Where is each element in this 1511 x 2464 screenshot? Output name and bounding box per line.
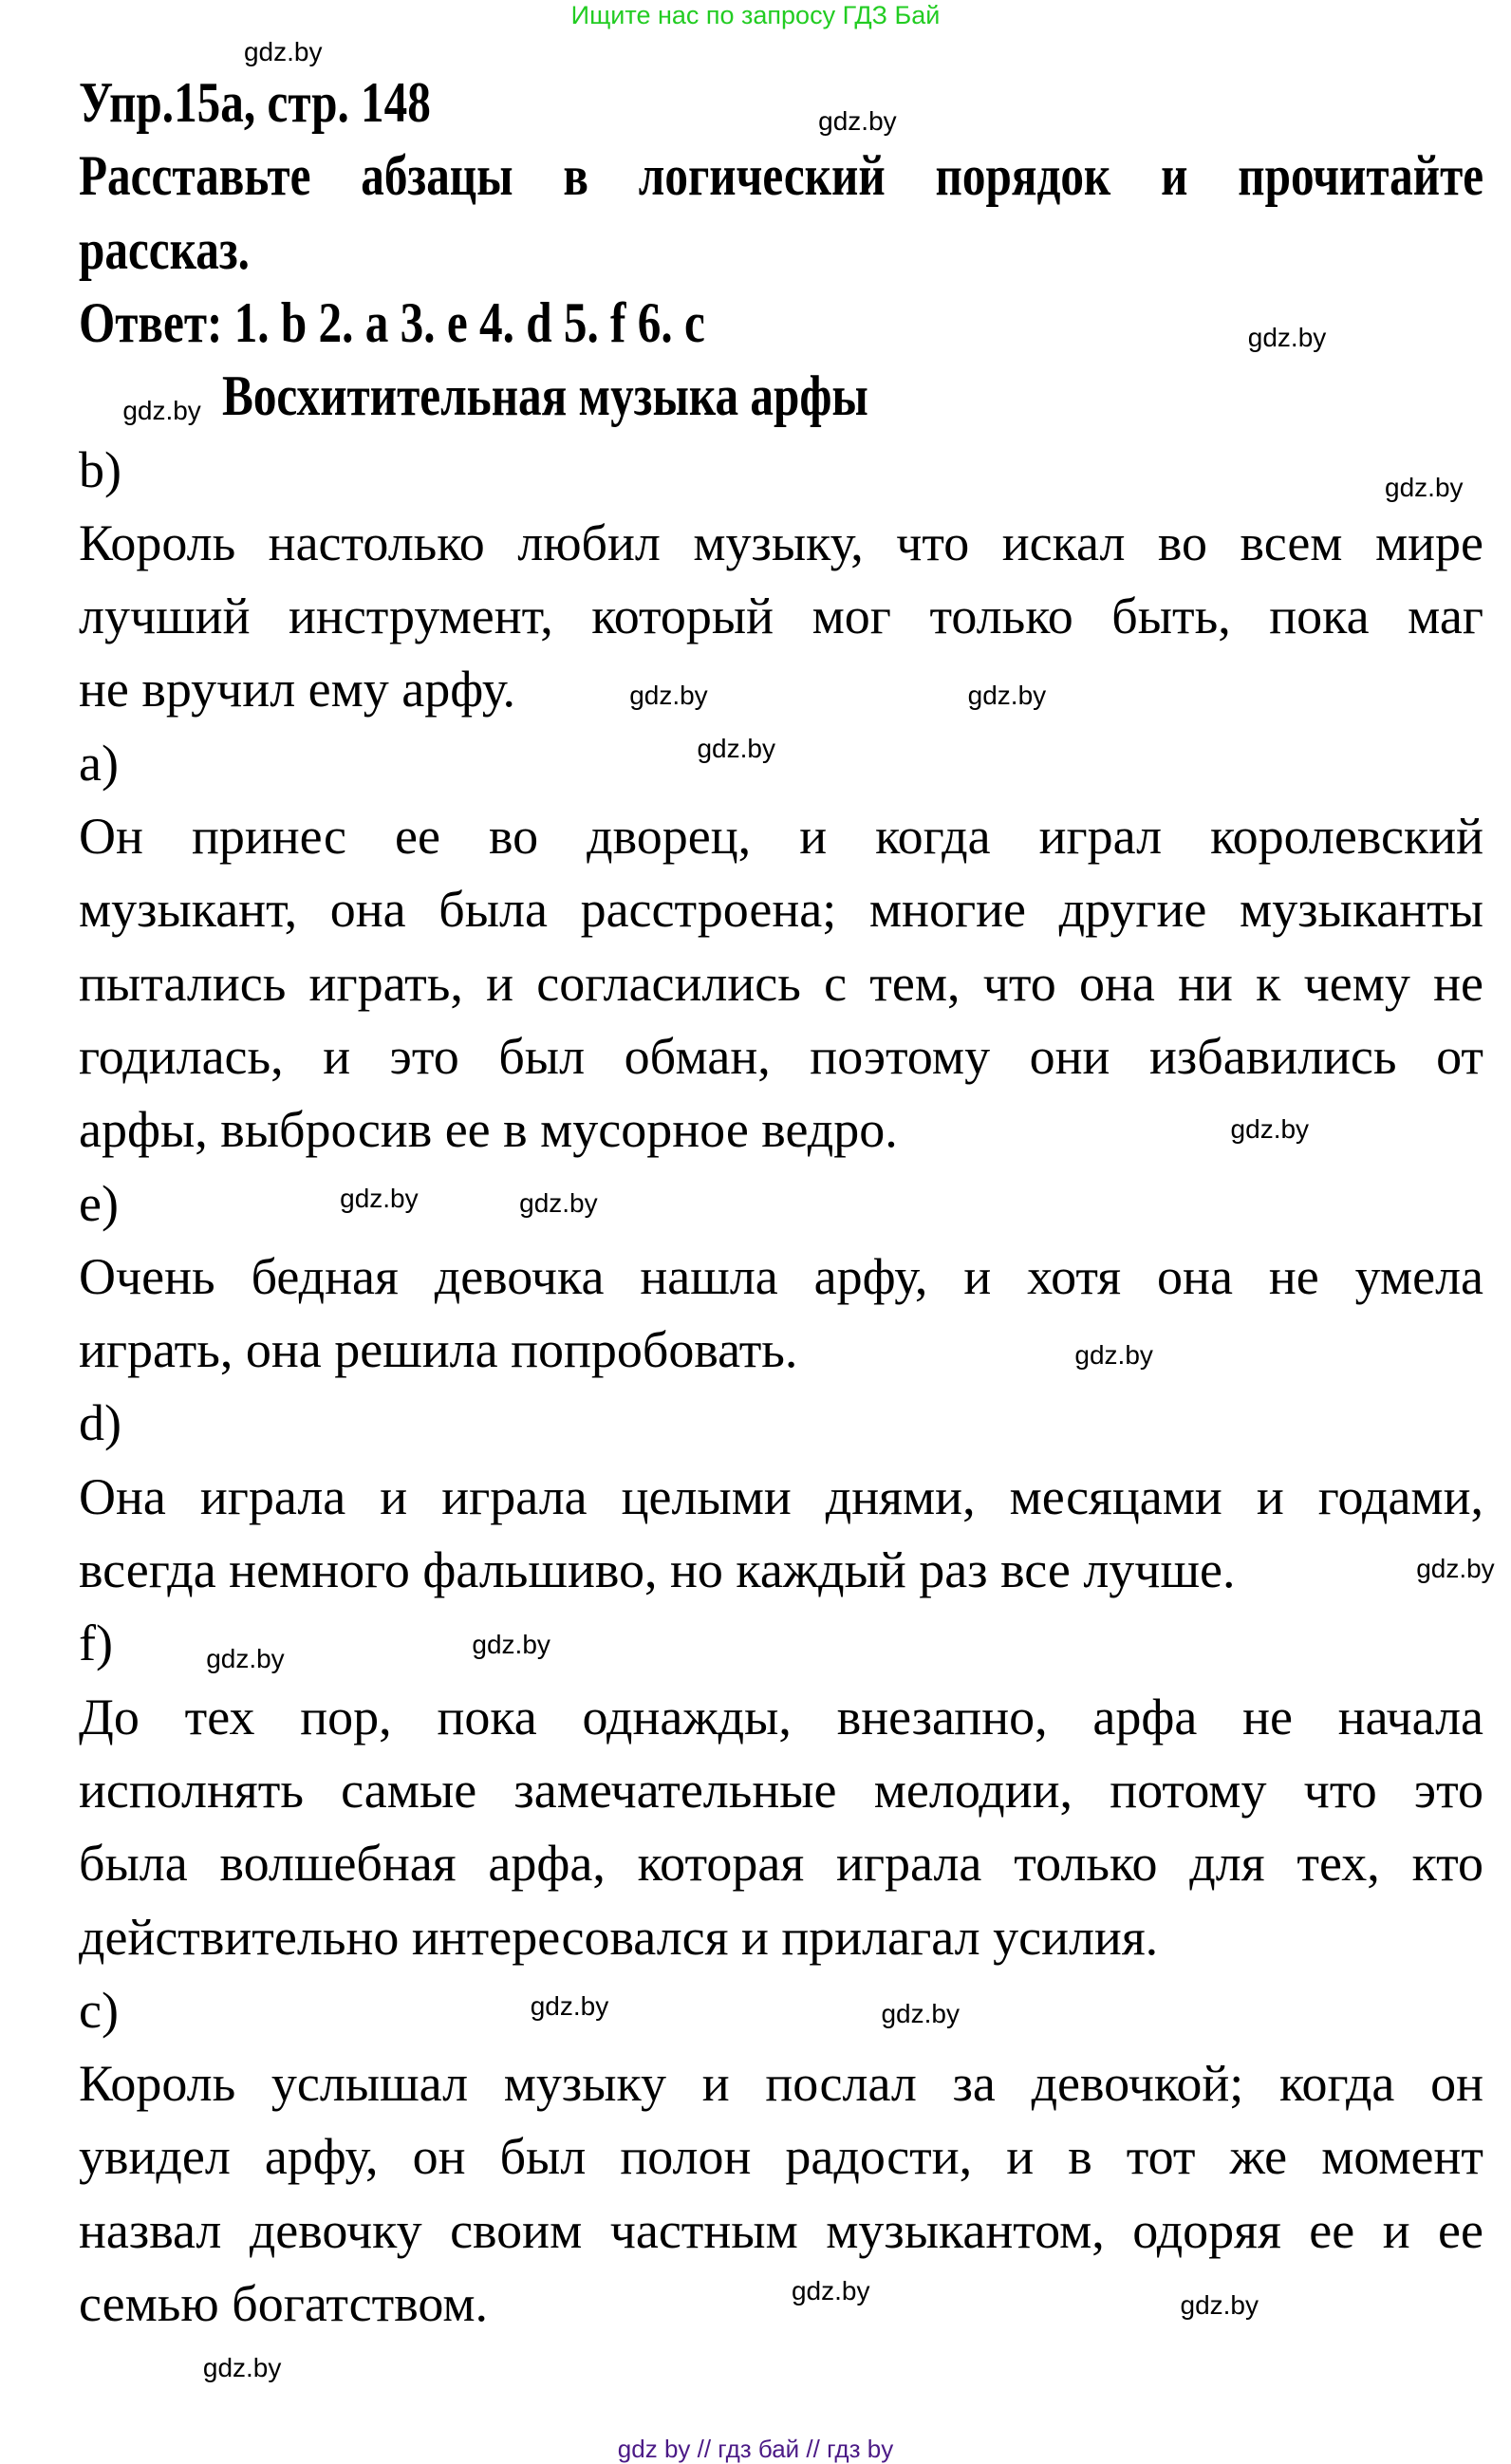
watermark: gdz.by: [1230, 1114, 1310, 1145]
watermark: gdz.by: [818, 105, 897, 136]
watermark: gdz.by: [243, 36, 323, 66]
paragraph-line: годилась, и это был обман, поэтому они избавились от: [79, 1027, 1483, 1085]
paragraph-line: До тех пор, пока однажды, внезапно, арфа не начала: [79, 1688, 1483, 1745]
paragraph-line: Король настолько любил музыку, что искал во всем мире: [79, 513, 1483, 571]
paragraph-line: музыкант, она была расстроена; многие другие музыканты: [79, 881, 1483, 939]
paragraph-line: арфы, выбросив ее в мусорное ведро.: [79, 1101, 898, 1159]
paragraph-line: действительно интересовался и прилагал усилия.: [79, 1908, 1159, 1966]
exercise-title: Упр.15а, стр. 148: [79, 71, 431, 134]
paragraph-line: не вручил ему арфу.: [79, 661, 516, 719]
watermark: gdz.by: [791, 2276, 870, 2306]
watermark: gdz.by: [472, 1629, 550, 1659]
paragraph-line: Король услышал музыку и послал за девочкой; когда он: [79, 2055, 1483, 2113]
paragraph-line: была волшебная арфа, которая играла только для тех, кто: [79, 1835, 1483, 1893]
paragraph-line: лучший инструмент, который мог только быть, пока маг: [79, 588, 1483, 645]
paragraph-label: d): [79, 1394, 121, 1452]
paragraph-label: c): [79, 1981, 119, 2039]
search-hint-banner: Ищите нас по запросу ГДЗ Бай: [570, 1, 941, 29]
watermark: gdz.by: [967, 680, 1047, 710]
watermark: gdz.by: [202, 2353, 282, 2383]
paragraph-line: семью богатством.: [79, 2275, 489, 2332]
watermark: gdz.by: [530, 1990, 609, 2021]
paragraph-line: увидел арфу, он был полон радости, и в тот же момент: [79, 2128, 1483, 2186]
task-text: Расставьте абзацы в логический порядок и прочитайте: [79, 144, 1484, 208]
paragraph-label: b): [79, 440, 121, 498]
paragraph-line: Он принес ее во дворец, и когда играл королевский: [79, 808, 1483, 865]
paragraph-line: играть, она решила попробовать.: [79, 1321, 798, 1379]
paragraph-line: Она играла и играла целыми днями, месяцами и годами,: [79, 1467, 1483, 1525]
watermark: gdz.by: [122, 395, 201, 425]
story-title: Восхитительная музыка арфы: [222, 364, 868, 428]
watermark: gdz.by: [340, 1184, 419, 1214]
watermark: gdz.by: [1180, 2289, 1259, 2320]
paragraph-label: f): [79, 1615, 113, 1672]
paragraph-line: исполнять самые замечательные мелодии, потому что это: [79, 1761, 1483, 1819]
answer-line: Ответ: 1. b 2. a 3. e 4. d 5. f 6. c: [79, 290, 705, 354]
watermark: gdz.by: [519, 1188, 598, 1219]
task-text: рассказ.: [79, 217, 250, 281]
watermark: gdz.by: [1416, 1554, 1495, 1584]
watermark: gdz.by: [1247, 323, 1327, 353]
watermark: gdz.by: [629, 680, 708, 710]
paragraph-line: пытались играть, и согласились с тем, что она ни к чему не: [79, 954, 1483, 1012]
watermark: gdz.by: [1385, 472, 1464, 502]
watermark: gdz.by: [206, 1643, 285, 1673]
paragraph-line: назвал девочку своим частным музыкантом, одоряя ее и ее: [79, 2201, 1483, 2259]
paragraph-line: Очень бедная девочка нашла арфу, и хотя она не умела: [79, 1247, 1483, 1305]
watermark: gdz.by: [1074, 1339, 1153, 1370]
paragraph-label: e): [79, 1174, 119, 1232]
paragraph-label: a): [79, 734, 119, 792]
paragraph-line: всегда немного фальшиво, но каждый раз все лучше.: [79, 1541, 1236, 1598]
footer-links: gdz by // гдз бай // гдз by: [617, 2435, 894, 2463]
watermark: gdz.by: [881, 1999, 960, 2029]
watermark: gdz.by: [697, 734, 775, 764]
